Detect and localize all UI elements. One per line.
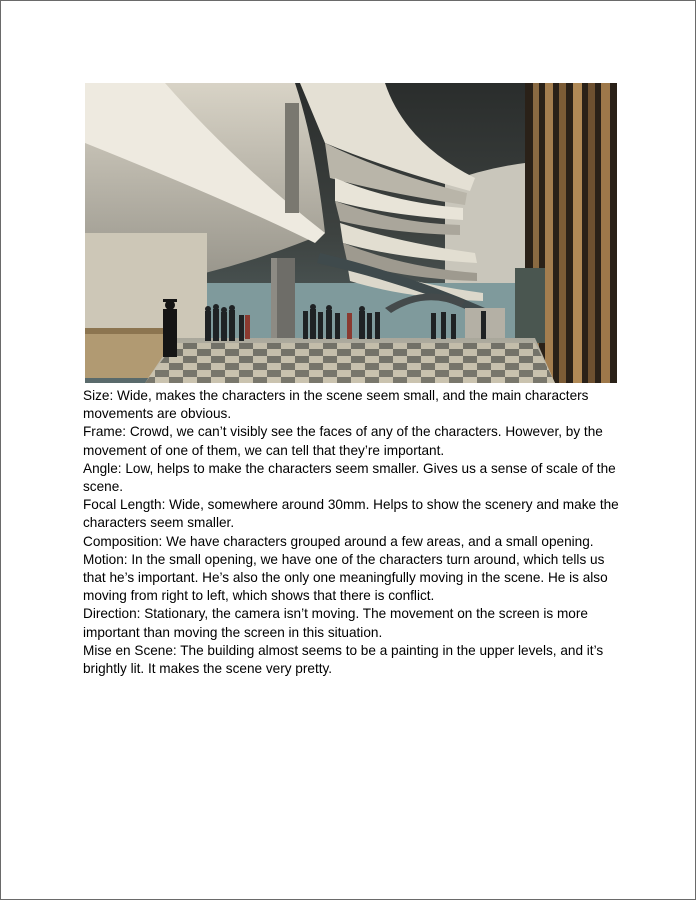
shot-analysis-notes [83, 387, 623, 678]
note-size: Size: Wide, makes the characters in the scene seem small, and the main characters movements are obvious. [83, 388, 589, 422]
note-composition: Composition: We have characters grouped around a few areas, and a small opening. [83, 533, 594, 549]
film-still-image [85, 83, 617, 383]
note-direction: Direction: Stationary, the camera isn’t moving. The movement on the screen is more important than moving the screen in this situation. [83, 606, 588, 640]
note-mise-en-scene: Mise en Scene: The building almost seems to be a painting in the upper levels, and it’s brightly lit. It makes the scene very pretty. [83, 642, 604, 677]
note-motion: Motion: In the small opening, we have one of the characters turn around, which tells us that he’s important. He’s also the only one meaningfully moving in the scene. He is also moving from right to left, which shows that there is conflict. [83, 551, 608, 604]
note-angle: Angle: Low, helps to make the characters seem smaller. Gives us a sense of scale of the scene. [83, 460, 616, 495]
note-frame: Frame: Crowd, we can’t visibly see the faces of any of the characters. However, by the movement of one of them, we can tell that they’re important. [83, 424, 603, 458]
note-focal-length: Focal Length: Wide, somewhere around 30mm. Helps to show the scenery and make the characters seem smaller. [83, 497, 619, 531]
